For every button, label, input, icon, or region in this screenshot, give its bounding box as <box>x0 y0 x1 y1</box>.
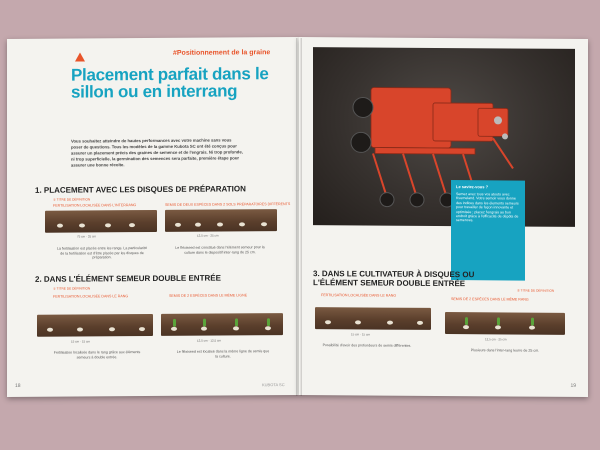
diagram-3b-label: SEMIS DE 2 ESPÈCES DANS LE MÊME RANG <box>451 297 529 302</box>
diagram-2a-dims: 15 cm · 15 cm <box>71 339 91 344</box>
section-tag: #Positionnement de la graine <box>173 49 271 57</box>
left-page <box>7 37 299 397</box>
info-box <box>451 180 525 281</box>
info-box-text: Semez avec tous vos atouts avec Kverneland. Votre semoir vous donne des indices dans les élements semeurs pour travailler de façon innovante et optimisée ; placez l'engrais au bon endroit grâce à l'efficacité de dépôts de semences. <box>456 192 519 223</box>
right-page <box>299 37 588 397</box>
info-box-title: Le saviez-vous ? <box>456 184 489 190</box>
seed-drill-photo <box>313 47 575 227</box>
diagram-1a-label: FERTILISATION LOCALISÉE DANS L'INTERRANG <box>53 203 137 208</box>
diagram-2b-label: SEMIS DE 2 ESPÈCES DANS LE MÊME LIGNE <box>169 293 248 298</box>
diagram-3a-label: FERTILISATION LOCALISÉE DANS LE RANG <box>321 293 397 298</box>
diagram-3a-description: Possibilité d'avoir des profondeurs de semis différentes. <box>322 343 412 348</box>
diagram-2a-description: Fertilisation localisée dans le rang grâce aux éléments semeurs à double entrée. <box>53 350 141 360</box>
diagram-3b-description: Plusieurs dans l'inter-rang leurre de 25 cm. <box>470 348 540 353</box>
diagram-2b-description: Le fléxiseed est localisé dans la même ligne de semis que la culture. <box>176 349 270 359</box>
diagram-3a-dims: 15 cm · 15 cm <box>351 332 371 337</box>
diagram-3a <box>315 307 431 330</box>
diagram-1a-description: La fertilisation est placée entre les rangs. La particularité de la fertilisation est d'être placée par les disques de préparation. <box>57 246 147 260</box>
section-1-caption: ① TITRE DE DÉFINITION <box>53 197 91 202</box>
section-2-heading: 2. DANS L'ÉLÉMENT SEMEUR DOUBLE ENTRÉE <box>35 273 221 284</box>
diagram-1a-dims: 75 cm · 25 cm <box>77 234 97 239</box>
diagram-1b <box>165 209 277 232</box>
diagram-2b-dims: 12,5 cm · 12,5 cm <box>197 338 222 343</box>
section-1-heading: 1. PLACEMENT AVEC LES DISQUES DE PRÉPARATION <box>35 184 246 195</box>
footer-brand: KUBOTA SC <box>262 382 285 388</box>
diagram-1a <box>45 210 157 233</box>
intro-paragraph: Vous souhaitez atteindre de hautes performances avec votre machine sans vous poser de questions. Tous les modèles de la gamme Kubota SC ont été conçus pour assurer un placement précis des graines de semence et de l'engrais. Ni trop profonde, ni trop superficielle, la germination des semences sera parfaite, première étape pour assurer une bonne récolte. <box>71 137 243 168</box>
diagram-1b-description: Le fléxiseed est constitué dans l'élément semeur pour la culture dans le dispositif inter-rang de 25 cm. <box>175 245 265 255</box>
section-2-caption: ① TITRE DE DÉFINITION <box>53 286 91 291</box>
brand-logo-icon <box>75 52 85 62</box>
diagram-2a <box>37 314 153 337</box>
section-3-heading: 3. DANS LE CULTIVATEUR À DISQUES OU L'ÉLÉMENT SEMEUR DOUBLE ENTRÉE <box>313 269 475 289</box>
spine-fold <box>296 38 302 396</box>
diagram-2b <box>161 313 283 336</box>
section-3-caption: ① TITRE DE DÉFINITION <box>517 288 555 293</box>
diagram-1b-dims: 12,5 cm · 25 cm <box>197 233 219 238</box>
machine-illustration <box>313 47 575 227</box>
page-title: Placement parfait dans le sillon ou en interrang <box>71 64 269 102</box>
diagram-2a-label: FERTILISATION LOCALISÉE DANS LE RANG <box>53 294 129 299</box>
page-number-left: 18 <box>15 382 21 389</box>
page-number-right: 19 <box>570 382 576 389</box>
diagram-3b <box>445 312 565 335</box>
diagram-3b-dims: 12,5 cm · 25 cm <box>485 337 507 342</box>
diagram-1b-label: SEMIS DE DEUX ESPÈCES DANS 2 SOLS PRÉPARATOIRES DIFFÉRENTS <box>165 202 291 207</box>
